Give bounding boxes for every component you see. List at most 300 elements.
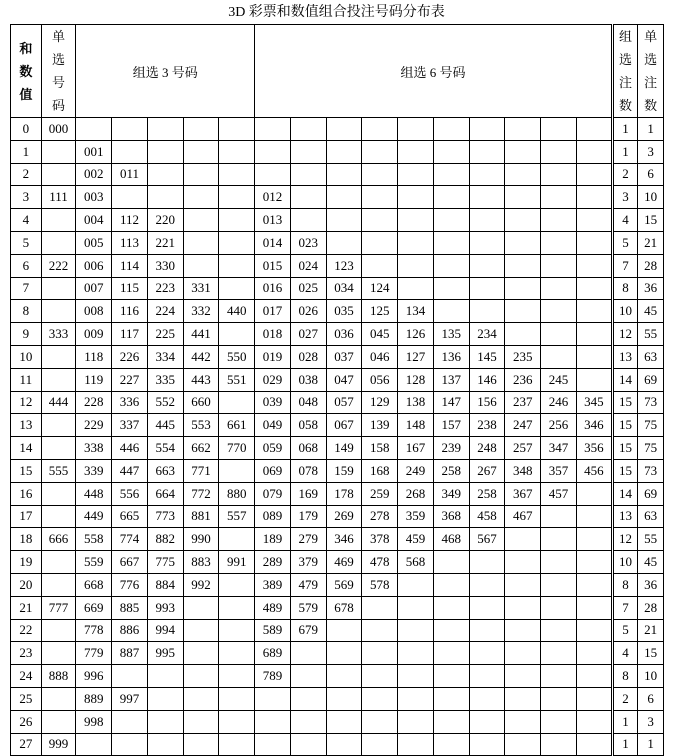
group6-number-cell <box>326 619 362 642</box>
group6-number-cell: 236 <box>505 368 541 391</box>
group-count-cell: 13 <box>612 345 638 368</box>
group6-number-cell <box>362 231 398 254</box>
group-count-cell: 14 <box>612 368 638 391</box>
group3-number-cell: 117 <box>112 323 148 346</box>
group-count-cell: 8 <box>612 573 638 596</box>
group6-number-cell: 237 <box>505 391 541 414</box>
group3-number-cell <box>183 642 219 665</box>
single-number-cell <box>41 163 76 186</box>
group6-number-cell <box>433 619 469 642</box>
single-count-cell: 45 <box>638 300 664 323</box>
group6-number-cell: 128 <box>398 368 434 391</box>
group3-number-cell <box>219 391 255 414</box>
sum-cell: 14 <box>11 437 42 460</box>
group6-number-cell <box>576 687 612 710</box>
group6-number-cell <box>541 665 577 688</box>
group6-number-cell <box>362 118 398 141</box>
sum-cell: 5 <box>11 231 42 254</box>
group3-number-cell <box>183 596 219 619</box>
group3-number-cell: 550 <box>219 345 255 368</box>
group6-number-cell <box>433 300 469 323</box>
group3-number-cell <box>219 186 255 209</box>
group6-number-cell <box>433 710 469 733</box>
group6-number-cell: 159 <box>326 459 362 482</box>
group6-number-cell: 567 <box>469 528 505 551</box>
group6-number-cell <box>505 596 541 619</box>
group6-number-cell <box>290 733 326 756</box>
group6-number-cell <box>541 254 577 277</box>
group3-number-cell: 668 <box>76 573 112 596</box>
group3-number-cell: 011 <box>112 163 148 186</box>
group6-number-cell <box>541 186 577 209</box>
group3-number-cell <box>112 665 148 688</box>
table-row <box>11 619 664 642</box>
single-count-cell: 28 <box>638 254 664 277</box>
group6-number-cell <box>469 687 505 710</box>
group6-number-cell <box>576 505 612 528</box>
group6-number-cell: 145 <box>469 345 505 368</box>
sum-cell: 26 <box>11 710 42 733</box>
single-count-cell: 21 <box>638 619 664 642</box>
group6-number-cell <box>433 687 469 710</box>
group6-number-cell <box>469 573 505 596</box>
group3-number-cell: 990 <box>183 528 219 551</box>
group6-number-cell: 037 <box>326 345 362 368</box>
group6-number-cell: 038 <box>290 368 326 391</box>
group6-number-cell: 568 <box>398 551 434 574</box>
group6-number-cell <box>433 733 469 756</box>
group6-number-cell: 046 <box>362 345 398 368</box>
group6-number-cell: 025 <box>290 277 326 300</box>
group-count-cell: 7 <box>612 596 638 619</box>
group6-number-cell <box>505 140 541 163</box>
group3-number-cell: 663 <box>147 459 183 482</box>
table-row <box>11 323 664 346</box>
group3-number-cell: 442 <box>183 345 219 368</box>
table-row <box>11 528 664 551</box>
single-count-cell: 55 <box>638 323 664 346</box>
group6-number-cell <box>255 710 291 733</box>
group-count-cell: 1 <box>612 733 638 756</box>
group3-number-cell: 224 <box>147 300 183 323</box>
group6-number-cell <box>362 687 398 710</box>
single-count-cell: 36 <box>638 277 664 300</box>
group6-number-cell <box>255 687 291 710</box>
sum-cell: 23 <box>11 642 42 665</box>
group6-number-cell: 013 <box>255 209 291 232</box>
group6-number-cell <box>433 209 469 232</box>
group6-number-cell: 248 <box>469 437 505 460</box>
single-count-cell: 15 <box>638 209 664 232</box>
single-number-cell: 555 <box>41 459 76 482</box>
group6-number-cell <box>505 231 541 254</box>
group3-number-cell <box>183 687 219 710</box>
group6-number-cell: 068 <box>290 437 326 460</box>
group3-number-cell <box>183 140 219 163</box>
table-row <box>11 231 664 254</box>
group6-number-cell <box>362 619 398 642</box>
group6-number-cell: 456 <box>576 459 612 482</box>
group6-number-cell <box>576 665 612 688</box>
group6-number-cell: 137 <box>433 368 469 391</box>
group3-number-cell: 662 <box>183 437 219 460</box>
group3-number-cell <box>219 573 255 596</box>
single-number-cell: 999 <box>41 733 76 756</box>
group6-number-cell: 027 <box>290 323 326 346</box>
group3-number-cell <box>219 619 255 642</box>
group6-number-cell <box>326 687 362 710</box>
group3-number-cell: 997 <box>112 687 148 710</box>
group6-number-cell <box>469 254 505 277</box>
single-number-cell <box>41 573 76 596</box>
group6-number-cell: 047 <box>326 368 362 391</box>
group3-number-cell: 338 <box>76 437 112 460</box>
group6-number-cell <box>255 163 291 186</box>
group3-number-cell <box>219 642 255 665</box>
group6-number-cell: 278 <box>362 505 398 528</box>
group3-number-cell <box>76 733 112 756</box>
group6-number-cell: 138 <box>398 391 434 414</box>
group6-number-cell <box>362 140 398 163</box>
table-row <box>11 345 664 368</box>
sum-cell: 9 <box>11 323 42 346</box>
group6-number-cell: 168 <box>362 459 398 482</box>
group3-number-cell <box>147 687 183 710</box>
group-count-cell: 15 <box>612 391 638 414</box>
group3-number-cell: 664 <box>147 482 183 505</box>
group3-number-cell: 882 <box>147 528 183 551</box>
group6-number-cell: 258 <box>433 459 469 482</box>
group6-number-cell <box>576 368 612 391</box>
sum-cell: 6 <box>11 254 42 277</box>
group6-number-cell: 058 <box>290 414 326 437</box>
group6-number-cell: 019 <box>255 345 291 368</box>
group6-number-cell <box>541 118 577 141</box>
group6-number-cell <box>433 573 469 596</box>
sum-cell: 19 <box>11 551 42 574</box>
group3-number-cell: 005 <box>76 231 112 254</box>
group6-number-cell <box>576 733 612 756</box>
table-row <box>11 186 664 209</box>
group3-number-cell: 772 <box>183 482 219 505</box>
group6-number-cell: 489 <box>255 596 291 619</box>
group6-number-cell <box>541 140 577 163</box>
group3-number-cell <box>76 118 112 141</box>
table-row <box>11 459 664 482</box>
group6-number-cell: 348 <box>505 459 541 482</box>
group6-number-cell: 368 <box>433 505 469 528</box>
group6-number-cell <box>469 665 505 688</box>
sum-cell: 18 <box>11 528 42 551</box>
single-number-cell <box>41 209 76 232</box>
table-row <box>11 209 664 232</box>
group6-number-cell <box>541 573 577 596</box>
table-row <box>11 140 664 163</box>
group3-number-cell <box>183 231 219 254</box>
group6-number-cell <box>505 619 541 642</box>
table-row <box>11 414 664 437</box>
group3-number-cell: 446 <box>112 437 148 460</box>
table-row <box>11 118 664 141</box>
group6-number-cell <box>255 140 291 163</box>
group3-number-cell: 996 <box>76 665 112 688</box>
group6-number-cell: 346 <box>326 528 362 551</box>
group6-number-cell: 123 <box>326 254 362 277</box>
sum-cell: 2 <box>11 163 42 186</box>
group3-number-cell: 557 <box>219 505 255 528</box>
group3-number-cell: 448 <box>76 482 112 505</box>
group3-number-cell: 660 <box>183 391 219 414</box>
group6-number-cell: 034 <box>326 277 362 300</box>
group6-number-cell <box>398 186 434 209</box>
single-number-cell <box>41 551 76 574</box>
group6-number-cell: 158 <box>362 437 398 460</box>
table-row <box>11 437 664 460</box>
group6-number-cell <box>505 687 541 710</box>
group3-number-cell <box>183 163 219 186</box>
group-count-cell: 15 <box>612 414 638 437</box>
group6-number-cell <box>433 163 469 186</box>
group3-number-cell <box>183 733 219 756</box>
group6-number-cell <box>290 687 326 710</box>
group6-number-cell: 478 <box>362 551 398 574</box>
group3-number-cell: 119 <box>76 368 112 391</box>
group-count-cell: 3 <box>612 186 638 209</box>
table-row <box>11 710 664 733</box>
group6-number-cell: 689 <box>255 642 291 665</box>
group6-number-cell: 249 <box>398 459 434 482</box>
group3-number-cell: 112 <box>112 209 148 232</box>
group6-number-cell: 346 <box>576 414 612 437</box>
group6-number-cell: 459 <box>398 528 434 551</box>
group6-number-cell <box>541 733 577 756</box>
group6-number-cell <box>398 687 434 710</box>
group3-number-cell: 229 <box>76 414 112 437</box>
group6-number-cell <box>469 619 505 642</box>
group6-number-cell <box>362 596 398 619</box>
group6-number-cell <box>362 710 398 733</box>
group6-number-cell <box>326 733 362 756</box>
group3-number-cell: 336 <box>112 391 148 414</box>
group3-number-cell: 884 <box>147 573 183 596</box>
group3-number-cell: 881 <box>183 505 219 528</box>
group3-number-cell <box>219 140 255 163</box>
single-count-cell: 63 <box>638 505 664 528</box>
single-count-cell: 3 <box>638 710 664 733</box>
group6-number-cell <box>576 710 612 733</box>
distribution-table <box>10 24 664 756</box>
group3-number-cell <box>183 186 219 209</box>
sum-cell: 22 <box>11 619 42 642</box>
group3-number-cell: 339 <box>76 459 112 482</box>
group6-number-cell: 367 <box>505 482 541 505</box>
group6-number-cell <box>469 186 505 209</box>
group6-number-cell <box>505 254 541 277</box>
group6-number-cell <box>469 300 505 323</box>
table-row <box>11 277 664 300</box>
group6-number-cell <box>326 163 362 186</box>
group6-number-cell: 035 <box>326 300 362 323</box>
group3-number-cell: 008 <box>76 300 112 323</box>
group3-number-cell <box>219 710 255 733</box>
group3-number-cell: 667 <box>112 551 148 574</box>
group6-number-cell <box>576 551 612 574</box>
group6-number-cell: 049 <box>255 414 291 437</box>
group3-number-cell <box>219 323 255 346</box>
group6-number-cell <box>469 596 505 619</box>
group6-number-cell <box>576 186 612 209</box>
group6-number-cell: 045 <box>362 323 398 346</box>
group6-number-cell <box>505 710 541 733</box>
group6-number-cell <box>505 573 541 596</box>
group6-number-cell: 189 <box>255 528 291 551</box>
group6-number-cell <box>290 665 326 688</box>
group6-number-cell <box>362 254 398 277</box>
group6-number-cell <box>576 300 612 323</box>
group6-number-cell: 247 <box>505 414 541 437</box>
group6-number-cell <box>505 209 541 232</box>
group6-number-cell <box>541 642 577 665</box>
single-number-cell: 444 <box>41 391 76 414</box>
group3-number-cell <box>183 254 219 277</box>
group6-number-cell <box>576 573 612 596</box>
group6-number-cell: 569 <box>326 573 362 596</box>
group6-number-cell: 579 <box>290 596 326 619</box>
single-number-cell <box>41 482 76 505</box>
group6-number-cell: 126 <box>398 323 434 346</box>
group3-number-cell: 771 <box>183 459 219 482</box>
group-count-cell: 7 <box>612 254 638 277</box>
sum-cell: 16 <box>11 482 42 505</box>
group3-number-cell <box>147 118 183 141</box>
group6-number-cell: 149 <box>326 437 362 460</box>
group-count-cell: 13 <box>612 505 638 528</box>
group6-number-cell: 469 <box>326 551 362 574</box>
header-sum: 和数值 <box>11 25 42 118</box>
table-row <box>11 642 664 665</box>
group6-number-cell <box>290 710 326 733</box>
single-count-cell: 1 <box>638 733 664 756</box>
group6-number-cell <box>576 596 612 619</box>
group3-number-cell: 556 <box>112 482 148 505</box>
group3-number-cell: 554 <box>147 437 183 460</box>
group6-number-cell <box>505 118 541 141</box>
group-count-cell: 4 <box>612 642 638 665</box>
group6-number-cell <box>541 345 577 368</box>
group6-number-cell <box>469 163 505 186</box>
group3-number-cell <box>219 596 255 619</box>
group3-number-cell <box>147 665 183 688</box>
group-count-cell: 1 <box>612 140 638 163</box>
group6-number-cell <box>576 163 612 186</box>
group3-number-cell: 118 <box>76 345 112 368</box>
table-row <box>11 368 664 391</box>
single-number-cell <box>41 140 76 163</box>
group6-number-cell <box>433 665 469 688</box>
group3-number-cell <box>183 209 219 232</box>
group6-number-cell <box>398 140 434 163</box>
group6-number-cell <box>433 254 469 277</box>
sum-cell: 1 <box>11 140 42 163</box>
group3-number-cell <box>219 733 255 756</box>
group3-number-cell <box>183 710 219 733</box>
table-row <box>11 665 664 688</box>
sum-cell: 10 <box>11 345 42 368</box>
single-number-cell: 333 <box>41 323 76 346</box>
group6-number-cell <box>541 231 577 254</box>
single-number-cell: 777 <box>41 596 76 619</box>
group6-number-cell <box>505 323 541 346</box>
group3-number-cell: 006 <box>76 254 112 277</box>
group6-number-cell: 026 <box>290 300 326 323</box>
sum-cell: 17 <box>11 505 42 528</box>
single-count-cell: 63 <box>638 345 664 368</box>
group6-number-cell: 258 <box>469 482 505 505</box>
group6-number-cell <box>541 323 577 346</box>
group6-number-cell <box>433 596 469 619</box>
group6-number-cell <box>469 710 505 733</box>
group3-number-cell <box>219 231 255 254</box>
group3-number-cell <box>112 733 148 756</box>
group6-number-cell <box>469 642 505 665</box>
group3-number-cell: 002 <box>76 163 112 186</box>
group6-number-cell <box>398 733 434 756</box>
group6-number-cell: 379 <box>290 551 326 574</box>
single-count-cell: 73 <box>638 391 664 414</box>
group6-number-cell: 349 <box>433 482 469 505</box>
group6-number-cell: 028 <box>290 345 326 368</box>
group6-number-cell: 356 <box>576 437 612 460</box>
group6-number-cell: 023 <box>290 231 326 254</box>
group3-number-cell <box>219 687 255 710</box>
group3-number-cell: 335 <box>147 368 183 391</box>
group6-number-cell: 256 <box>541 414 577 437</box>
group6-number-cell: 157 <box>433 414 469 437</box>
group6-number-cell: 014 <box>255 231 291 254</box>
header-single: 单选号码 <box>41 25 76 118</box>
group6-number-cell: 179 <box>290 505 326 528</box>
group6-number-cell <box>541 619 577 642</box>
group6-number-cell <box>541 163 577 186</box>
group6-number-cell: 039 <box>255 391 291 414</box>
group6-number-cell <box>255 733 291 756</box>
group6-number-cell <box>398 665 434 688</box>
group6-number-cell: 347 <box>541 437 577 460</box>
group3-number-cell: 007 <box>76 277 112 300</box>
group6-number-cell: 135 <box>433 323 469 346</box>
single-count-cell: 55 <box>638 528 664 551</box>
group6-number-cell: 679 <box>290 619 326 642</box>
sum-cell: 27 <box>11 733 42 756</box>
group3-number-cell: 223 <box>147 277 183 300</box>
group6-number-cell <box>505 551 541 574</box>
single-number-cell <box>41 619 76 642</box>
sum-cell: 24 <box>11 665 42 688</box>
group6-number-cell <box>326 209 362 232</box>
group6-number-cell: 015 <box>255 254 291 277</box>
group6-number-cell <box>505 300 541 323</box>
group3-number-cell: 004 <box>76 209 112 232</box>
group3-number-cell <box>219 277 255 300</box>
group6-number-cell: 056 <box>362 368 398 391</box>
group6-number-cell <box>326 118 362 141</box>
group3-number-cell: 337 <box>112 414 148 437</box>
group3-number-cell: 665 <box>112 505 148 528</box>
group6-number-cell: 156 <box>469 391 505 414</box>
group6-number-cell <box>326 710 362 733</box>
group3-number-cell: 331 <box>183 277 219 300</box>
single-number-cell <box>41 345 76 368</box>
